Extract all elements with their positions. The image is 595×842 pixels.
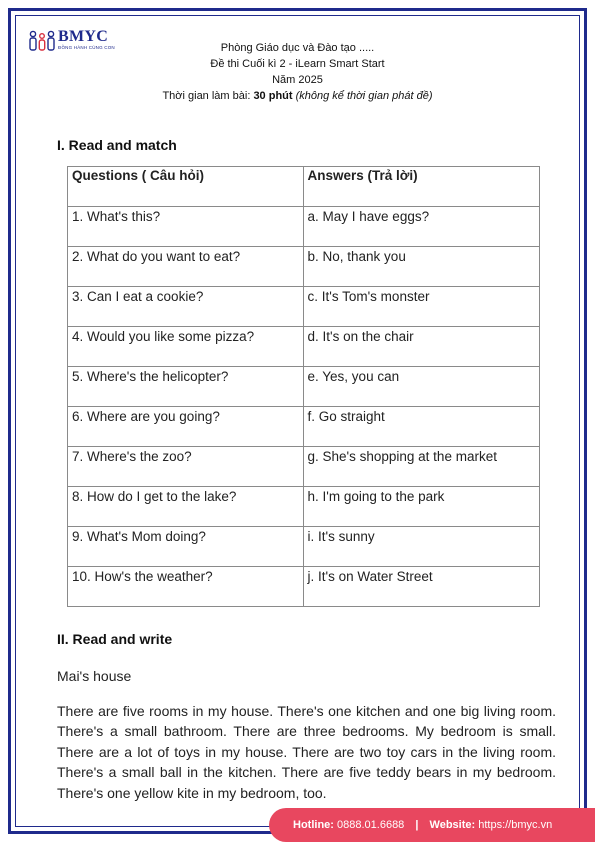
answer-cell: c. It's Tom's monster [303, 287, 539, 327]
question-cell: 5. Where's the helicopter? [68, 367, 304, 407]
table-row [68, 207, 540, 247]
question-cell: 10. How's the weather? [68, 567, 304, 607]
time-label: Thời gian làm bài: [162, 90, 254, 102]
header-year: Năm 2025 [272, 74, 323, 86]
table-row [68, 567, 540, 607]
logo-brand: BMYC [58, 28, 109, 45]
answer-cell: g. She's shopping at the market [303, 447, 539, 487]
logo-tagline: ĐỒNG HÀNH CÙNG CON [58, 45, 115, 50]
table-row [68, 487, 540, 527]
table-row [68, 527, 540, 567]
answer-cell: i. It's sunny [303, 527, 539, 567]
answer-cell: a. May I have eggs? [303, 207, 539, 247]
table-header-row [68, 167, 540, 207]
header-department: Phòng Giáo dục và Đào tạo ..... [220, 42, 375, 54]
answer-cell: f. Go straight [303, 407, 539, 447]
match-table [67, 166, 540, 607]
table-row [68, 447, 540, 487]
passage-title: Mai's house [57, 668, 132, 684]
hotline-label: Hotline: [293, 819, 334, 831]
table-row [68, 247, 540, 287]
header-exam-title: Đề thi Cuối kì 2 - iLearn Smart Start [210, 58, 385, 70]
question-cell: 9. What's Mom doing? [68, 527, 304, 567]
section-1-title: I. Read and match [57, 137, 177, 153]
reading-passage: There are five rooms in my house. There's one kitchen and one big living room. There's a small bathroom. There are three bedrooms. My bedroom is small. There are a lot of toys in my house. There are two toy cars in the living room. There's a small ball in the kitchen. There are five teddy bears in my bedroom. There's one yellow kite in my bedroom, too. [57, 703, 556, 801]
answer-cell: d. It's on the chair [303, 327, 539, 367]
table-row [68, 287, 540, 327]
question-cell: 8. How do I get to the lake? [68, 487, 304, 527]
questions-header: Questions ( Câu hỏi) [68, 167, 304, 207]
header-time [0, 88, 595, 104]
table-row [68, 407, 540, 447]
contact-footer [269, 808, 595, 842]
answer-cell: h. I'm going to the park [303, 487, 539, 527]
answers-header: Answers (Trả lời) [303, 167, 539, 207]
question-cell: 6. Where are you going? [68, 407, 304, 447]
answer-cell: e. Yes, you can [303, 367, 539, 407]
table-row [68, 327, 540, 367]
hotline-number[interactable]: 0888.01.6688 [337, 819, 405, 831]
question-cell: 1. What's this? [68, 207, 304, 247]
answer-cell: b. No, thank you [303, 247, 539, 287]
website-label: Website: [429, 819, 476, 831]
question-cell: 4. Would you like some pizza? [68, 327, 304, 367]
section-2-title: II. Read and write [57, 631, 173, 647]
question-cell: 3. Can I eat a cookie? [68, 287, 304, 327]
footer-separator: | [415, 819, 419, 831]
question-cell: 7. Where's the zoo? [68, 447, 304, 487]
question-cell: 2. What do you want to eat? [68, 247, 304, 287]
exam-header [0, 40, 595, 104]
answer-cell: j. It's on Water Street [303, 567, 539, 607]
time-value: 30 phút [253, 90, 293, 102]
website-link[interactable]: https://bmyc.vn [478, 819, 553, 831]
time-note: (không kể thời gian phát đề) [292, 90, 433, 102]
table-row [68, 367, 540, 407]
